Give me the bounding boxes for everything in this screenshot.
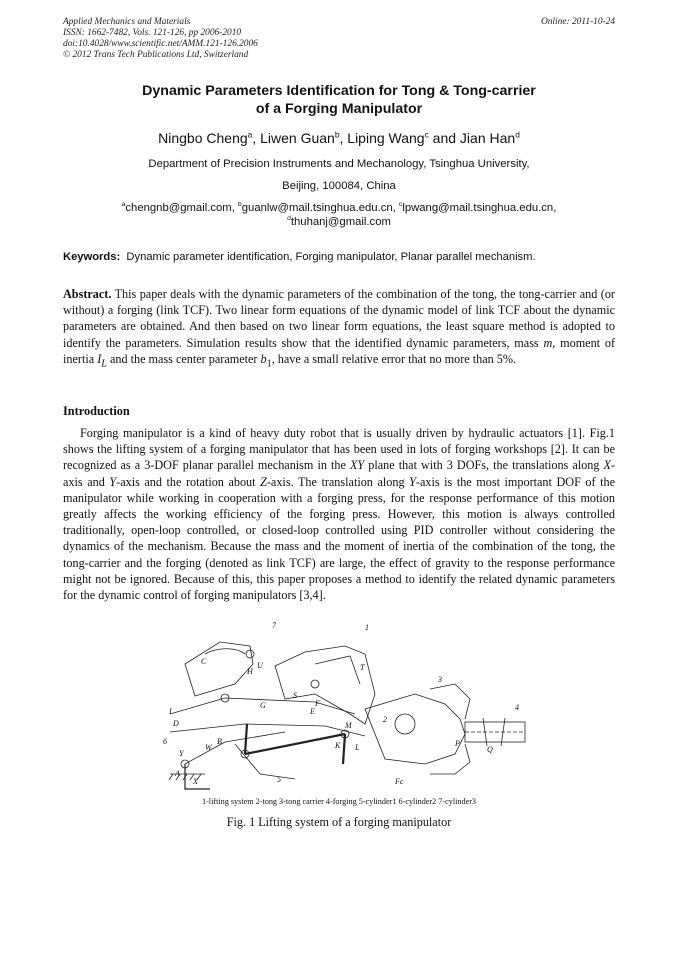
copyright-line: © 2012 Trans Tech Publications Ltd, Switzerland [63, 50, 249, 60]
author-name: Liping Wang [347, 130, 425, 146]
email-d[interactable]: thuhanj@gmail.com [290, 216, 391, 228]
author-list: Ningbo Cheng$^a$, Liwen Guan$^b$, Liping Wang$^c$ and Jian Han$^d$ [158, 129, 520, 146]
section-heading: Introduction [63, 404, 130, 418]
lifting-system-figure [163, 621, 530, 808]
svg-text:D: D [173, 719, 179, 728]
title-line-2: of a Forging Manipulator [255, 101, 423, 117]
figure-caption: Fig. 1 Lifting system of a forging manipulator [226, 815, 452, 829]
journal-name: Applied Mechanics and Materials [63, 17, 191, 27]
link-lower [170, 724, 365, 736]
svg-text:U: U [257, 661, 263, 670]
force-arrow [245, 734, 345, 754]
svg-text:H: H [247, 667, 253, 676]
journal-header [63, 17, 615, 61]
svg-text:W: W [205, 743, 212, 752]
keywords-label: Keywords: [63, 251, 121, 263]
svg-text:L: L [355, 743, 360, 752]
email-line-2: $^d$thuhanj@gmail.com [287, 215, 391, 228]
author-name: Liwen Guan [260, 130, 335, 146]
svg-text:Fc: Fc [395, 777, 404, 786]
abstract-label: Abstract. [63, 287, 112, 301]
cylinder3-housing [185, 642, 253, 696]
svg-text:Y: Y [179, 749, 184, 758]
introduction-body: Forging manipulator is a kind of heavy duty robot that is usually driven by hydraulic actuators [1]. Fig.1 shows the lifting system of a forging manipulator that has been used in lots of forging workshops [2]. It can be recognized as a 3-DOF planar parallel mechanism in the XY plane that with 3 DOFs, the translations along X-axis and Y-axis and the rotation about Z-axis. The translation along Y-axis is the most important DOF of the manipulator while working in cooperation with a forging press, for the response performance of this motion greatly affects the working efficiency of the forging press. However, this motion is always controlled traditionally, open-loop controlled, or closed-loop controlled using PID controller without considering the dynamics of the mechanism. Because the mass and the moment of inertia of the combination of the tong, the tong-carrier and the forging (denoted as link TCF) are large, the effect of gravity to the response performance might not be ignored. Because of this, this paper proposes a method to identify the related dynamic parameters for the dynamic control of forging manipulators [3,4]. [63, 426, 616, 603]
svg-text:3: 3 [438, 675, 442, 684]
svg-text:B: B [217, 737, 222, 746]
author-mark: d [515, 129, 520, 140]
affiliation-line-1: Department of Precision Instruments and Mechanology, Tsinghua University, [148, 158, 530, 170]
paper-title [63, 82, 615, 118]
keywords-text: Dynamic parameter identification, Forging manipulator, Planar parallel mechanism. [126, 251, 536, 263]
svg-text:P: P [455, 739, 460, 748]
author-name: Ningbo Cheng [158, 130, 248, 146]
author-mark: b [334, 129, 340, 140]
figure-legend: 1-lifting system 2-tong 3-tong carrier 4-forging 5-cylinder1 6-cylinder2 7-cylinder3 [201, 797, 477, 806]
svg-text:7: 7 [272, 621, 276, 630]
svg-text:M: M [345, 721, 352, 730]
doi-line: doi:10.4028/www.scientific.net/AMM.121-126.2006 [63, 39, 258, 49]
issn-line: ISSN: 1662-7482, Vols. 121-126, pp 2006-2010 [63, 28, 242, 38]
tong-carrier [365, 694, 465, 764]
tong-jaw-upper [430, 684, 470, 719]
keywords [63, 250, 615, 264]
email-b[interactable]: guanlw@mail.tsinghua.edu.cn, [241, 202, 396, 214]
svg-text:G: G [260, 701, 266, 710]
svg-text:4: 4 [515, 703, 519, 712]
author-mark: a [247, 129, 253, 140]
author-name: Jian Han [459, 130, 516, 146]
tong-jaw-lower [430, 744, 470, 774]
svg-text:E: E [310, 707, 315, 716]
email-a[interactable]: chengnb@gmail.com, [125, 202, 235, 214]
svg-text:6: 6 [163, 737, 167, 746]
affiliation-line-2: Beijing, 100084, China [282, 180, 396, 192]
svg-text:C: C [201, 657, 207, 666]
svg-text:K: K [335, 741, 341, 750]
svg-text:5: 5 [277, 775, 281, 784]
svg-text:1: 1 [365, 623, 369, 632]
email-line: $^a$chengnb@gmail.com, $^b$guanlw@mail.tsinghua.edu.cn, $^c$lpwang@mail.tsinghua.edu.cn, [121, 201, 557, 214]
email-c[interactable]: lpwang@mail.tsinghua.edu.cn, [402, 202, 557, 214]
author-mark: c [424, 129, 429, 140]
svg-text:T: T [360, 663, 365, 672]
abstract: Abstract. This paper deals with the dynamic parameters of the combination of the tong, the tong-carrier and (or without) a forging (link TCF). Two linear form equations of the dynamic model of link TCF about the dynamic parameters are obtained. And then based on two linear form equations, the least square method is adopted to identify the parameters. Simulation results show that the identified dynamic parameters, mass m, moment of inertia $I_L$ and the mass center parameter $b_1$, have a small relative error that no more than 5%. [63, 287, 616, 370]
svg-text:X: X [193, 777, 198, 786]
svg-text:S: S [293, 691, 297, 700]
svg-text:I: I [169, 707, 172, 716]
lifting-frame [275, 646, 375, 724]
title-line-1: Dynamic Parameters Identification for Tong & Tong-carrier [142, 83, 536, 99]
svg-text:A: A [175, 769, 180, 778]
svg-text:2: 2 [383, 715, 387, 724]
online-date: Online: 2011-10-24 [540, 17, 615, 27]
svg-text:Q: Q [487, 745, 493, 754]
svg-text:F: F [315, 699, 320, 708]
tong-joint [395, 714, 415, 734]
